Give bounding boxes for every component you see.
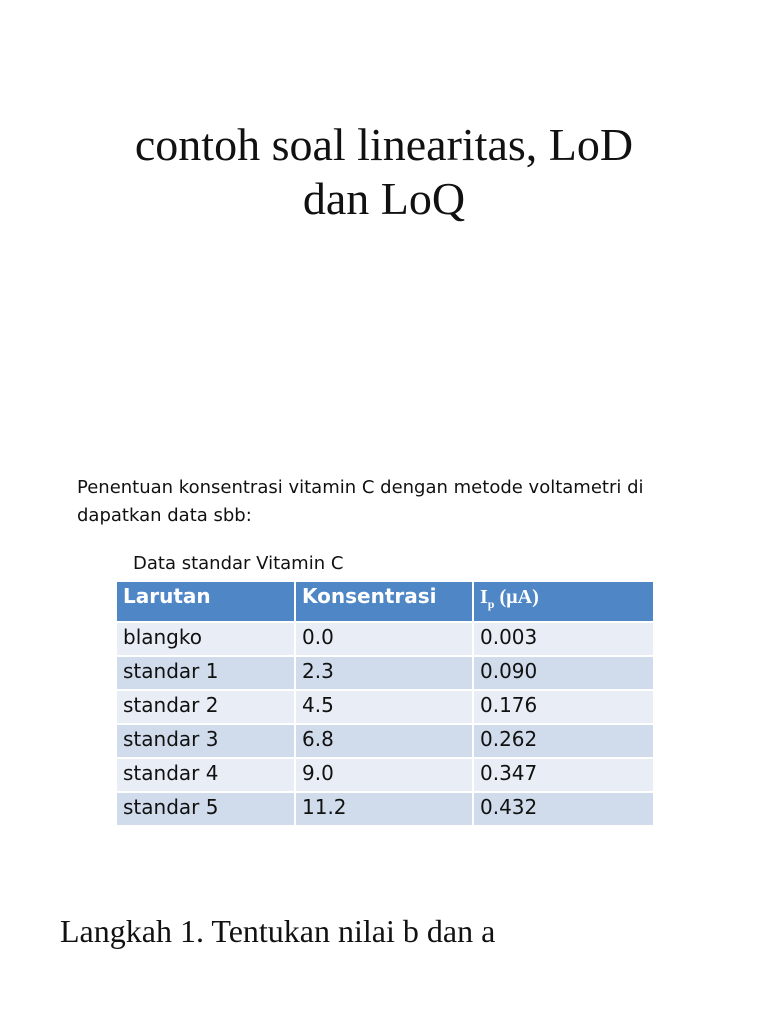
cell-larutan: standar 2 xyxy=(117,690,295,724)
header-konsentrasi: Konsentrasi xyxy=(295,582,473,622)
cell-larutan: standar 3 xyxy=(117,724,295,758)
cell-larutan: blangko xyxy=(117,622,295,656)
cell-ip: 0.003 xyxy=(473,622,654,656)
slide-title-line1: contoh soal linearitas, LoD xyxy=(134,119,634,170)
header-ip xyxy=(473,582,654,622)
table-row xyxy=(117,656,654,690)
cell-larutan: standar 1 xyxy=(117,656,295,690)
slide-title xyxy=(60,118,708,226)
cell-ip: 0.432 xyxy=(473,792,654,826)
cell-konsentrasi: 0.0 xyxy=(295,622,473,656)
header-larutan: Larutan xyxy=(117,582,295,622)
table-row xyxy=(117,724,654,758)
cell-ip: 0.090 xyxy=(473,656,654,690)
cell-larutan: standar 4 xyxy=(117,758,295,792)
table-header-row xyxy=(117,582,654,622)
slide-title-line2: dan LoQ xyxy=(302,173,466,224)
step-instruction: Langkah 1. Tentukan nilai b dan a xyxy=(60,913,496,949)
table-caption: Data standar Vitamin C xyxy=(133,553,344,574)
cell-ip: 0.347 xyxy=(473,758,654,792)
cell-konsentrasi: 6.8 xyxy=(295,724,473,758)
cell-ip: 0.262 xyxy=(473,724,654,758)
cell-konsentrasi: 9.0 xyxy=(295,758,473,792)
standard-data-table xyxy=(117,582,655,827)
cell-konsentrasi: 4.5 xyxy=(295,690,473,724)
cell-konsentrasi: 2.3 xyxy=(295,656,473,690)
header-ip-unit: (µA) xyxy=(494,586,539,608)
header-ip-symbol: I xyxy=(480,586,488,608)
table-row xyxy=(117,758,654,792)
table-row xyxy=(117,792,654,826)
cell-konsentrasi: 11.2 xyxy=(295,792,473,826)
header-ip-subscript: p xyxy=(487,597,495,611)
table-row xyxy=(117,622,654,656)
intro-paragraph: Penentuan konsentrasi vitamin C dengan metode voltametri di dapatkan data sbb: xyxy=(77,477,644,526)
cell-larutan: standar 5 xyxy=(117,792,295,826)
cell-ip: 0.176 xyxy=(473,690,654,724)
table-row xyxy=(117,690,654,724)
